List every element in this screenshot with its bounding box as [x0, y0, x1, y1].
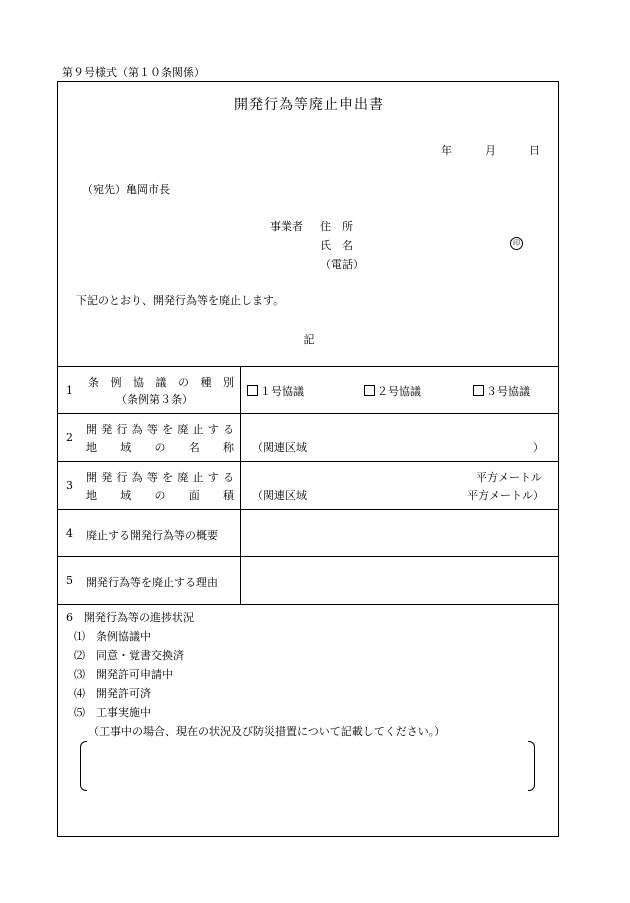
ki-heading: 記 [303, 333, 315, 346]
related-area-unit: 平方メートル） [467, 489, 544, 502]
progress-item: ⑷ 開発許可済 [74, 687, 151, 700]
related-area-close: ） [533, 441, 544, 454]
divider [58, 366, 558, 367]
area-unit: 平方メートル [476, 471, 542, 484]
applicant-phone-label: （電話） [320, 258, 364, 271]
day-label: 日 [529, 144, 540, 157]
row-number: 1 [66, 384, 73, 397]
progress-item: ⑴ 条例協議中 [74, 630, 151, 643]
option-1[interactable]: １号協議 [247, 383, 304, 399]
intro-text: 下記のとおり、開発行為等を廃止します。 [76, 294, 285, 307]
divider [58, 413, 558, 414]
divider [58, 461, 558, 462]
applicant-name-label: 氏 名 [320, 239, 353, 252]
applicant-address-label: 住 所 [320, 220, 353, 233]
column-divider [240, 366, 241, 604]
form-title: 開発行為等廃止申出書 [234, 97, 384, 113]
overview-label: 廃止する開発行為等の概要 [86, 529, 218, 542]
progress-heading: 6 開発行為等の進捗状況 [66, 611, 194, 624]
area-name-label-bottom: 地 域 の 名 称 [86, 441, 234, 454]
checkbox[interactable] [364, 385, 375, 396]
progress-item: ⑸ 工事実施中 [74, 706, 151, 719]
applicant-label: 事業者 [270, 220, 303, 233]
month-label: 月 [485, 144, 496, 157]
form-number: 第９号様式（第１０条関係） [62, 66, 205, 79]
checkbox[interactable] [247, 385, 258, 396]
divider [58, 509, 558, 510]
related-area-open: （関連区域 [252, 489, 307, 502]
bracket-right [528, 741, 535, 791]
divider [58, 556, 558, 557]
checkbox[interactable] [473, 385, 484, 396]
row-number: 4 [66, 527, 73, 540]
form-frame [57, 81, 559, 837]
progress-item: ⑶ 開発許可申請中 [74, 668, 173, 681]
area-size-label-top: 開 発 行 為 等 を 廃 止 す る [86, 471, 234, 484]
bracket-left [80, 741, 87, 791]
divider [58, 604, 558, 605]
row-number: 5 [66, 574, 73, 587]
date-line [441, 142, 540, 158]
option-3[interactable]: ３号協議 [473, 383, 530, 399]
type-sublabel: （条例第３条） [116, 393, 193, 406]
row-number: 3 [66, 479, 73, 492]
area-name-label-top: 開 発 行 為 等 を 廃 止 す る [86, 423, 234, 436]
addressee: （宛先）亀岡市長 [82, 183, 170, 196]
area-size-label-bottom: 地 域 の 面 積 [86, 489, 234, 502]
type-label: 条 例 協 議 の 種 別 [88, 376, 234, 389]
progress-item: ⑵ 同意・覚書交換済 [74, 649, 184, 662]
seal-mark: 印 [510, 237, 523, 250]
progress-note: （工事中の場合、現在の状況及び防災措置について記載してください。） [88, 725, 446, 738]
row-number: 2 [66, 431, 73, 444]
year-label: 年 [441, 144, 452, 157]
option-2[interactable]: ２号協議 [364, 383, 421, 399]
related-area-open: （関連区域 [252, 441, 307, 454]
reason-label: 開発行為等を廃止する理由 [86, 576, 218, 589]
